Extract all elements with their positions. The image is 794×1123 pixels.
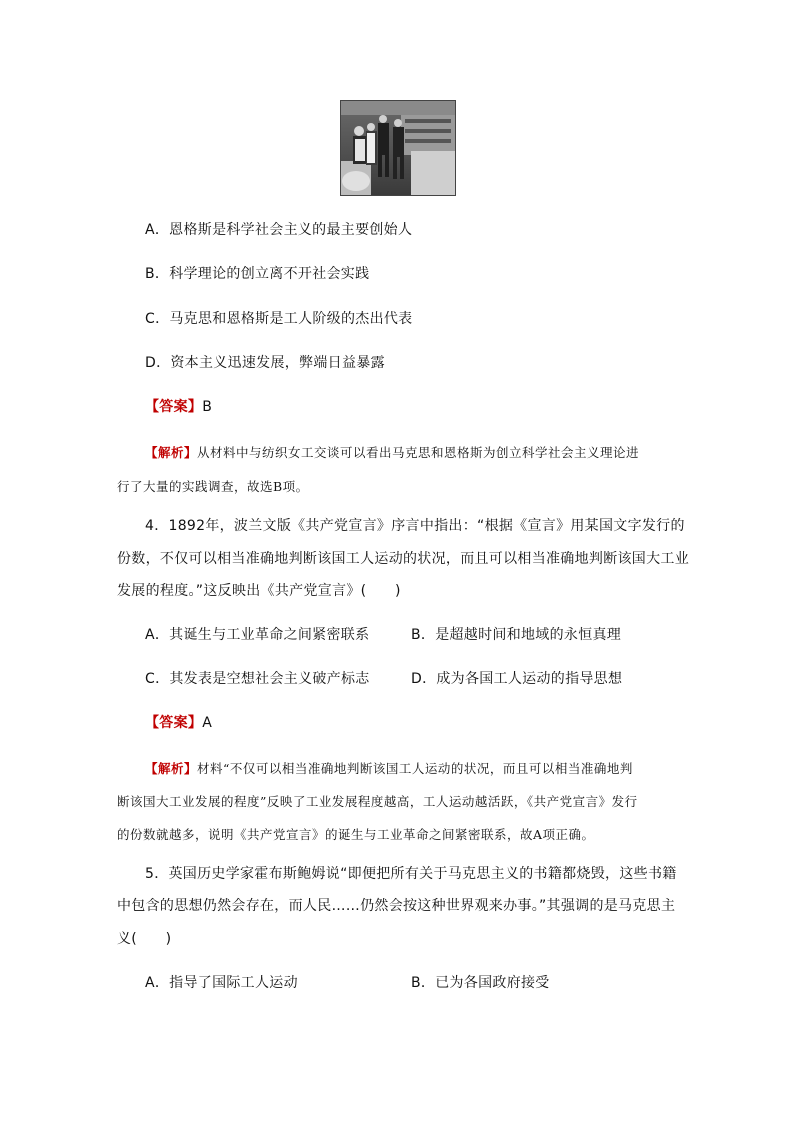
q3-answer — [145, 398, 212, 416]
answer-tag: 【答案】 — [145, 399, 203, 415]
q5-stem-line-2: 中包含的思想仍然会存在，而人民……仍然会按这种世界观来办事。”其强调的是马克思主 — [117, 898, 676, 914]
q4-analysis-line-3: 的份数就越多，说明《共产党宣言》的诞生与工业革命之间紧密联系，故A项正确。 — [117, 827, 595, 842]
q4-option-c: C．其发表是空想社会主义破产标志 — [145, 671, 370, 687]
answer-value: B — [202, 399, 213, 415]
q5-option-a: A．指导了国际工人运动 — [145, 975, 298, 991]
q3-analysis-line-1: 【解析】从材料中与纺织女工交谈可以看出马克思和恩格斯为创立科学社会主义理论进 — [145, 445, 640, 460]
historical-photo — [340, 100, 456, 196]
q5-option-b: B．已为各国政府接受 — [411, 975, 550, 991]
q3-analysis-line-2: 行了大量的实践调查，故选B项。 — [117, 479, 309, 494]
q4-stem-line-3: 发展的程度。”这反映出《共产党宣言》( ) — [117, 583, 401, 599]
q5-stem-line-1: 5．英国历史学家霍布斯鲍姆说“即便把所有关于马克思主义的书籍都烧毁，这些书籍 — [145, 866, 677, 882]
analysis-tag: 【解析】 — [145, 445, 198, 460]
q3-option-c: C．马克思和恩格斯是工人阶级的杰出代表 — [145, 311, 413, 327]
analysis-tag: 【解析】 — [145, 761, 198, 776]
q3-option-a: A．恩格斯是科学社会主义的最主要创始人 — [145, 222, 413, 238]
q3-option-b: B．科学理论的创立离不开社会实践 — [145, 266, 370, 282]
q5-stem-line-3: 义( ) — [117, 931, 172, 947]
q4-analysis-line-2: 断该国大工业发展的程度”反映了工业发展程度越高，工人运动越活跃，《共产党宣言》发行 — [117, 794, 638, 809]
answer-tag: 【答案】 — [145, 715, 203, 731]
q4-option-a: A．其诞生与工业革命之间紧密联系 — [145, 627, 370, 643]
q4-analysis-line-1: 【解析】材料“不仅可以相当准确地判断该国工人运动的状况，而且可以相当准确地判 — [145, 761, 633, 776]
q4-stem-line-1: 4．1892年，波兰文版《共产党宣言》序言中指出：“根据《宣言》用某国文字发行的 — [145, 518, 685, 534]
q3-option-d: D．资本主义迅速发展，弊端日益暴露 — [145, 355, 385, 371]
answer-value: A — [202, 715, 213, 731]
q4-option-d: D．成为各国工人运动的指导思想 — [411, 671, 623, 687]
q4-answer — [145, 714, 212, 732]
q4-stem-line-2: 份数，不仅可以相当准确地判断该国工人运动的状况，而且可以相当准确地判断该国大工业 — [117, 551, 689, 567]
q4-option-b: B．是超越时间和地域的永恒真理 — [411, 627, 622, 643]
historical-photo-icon — [341, 101, 455, 195]
